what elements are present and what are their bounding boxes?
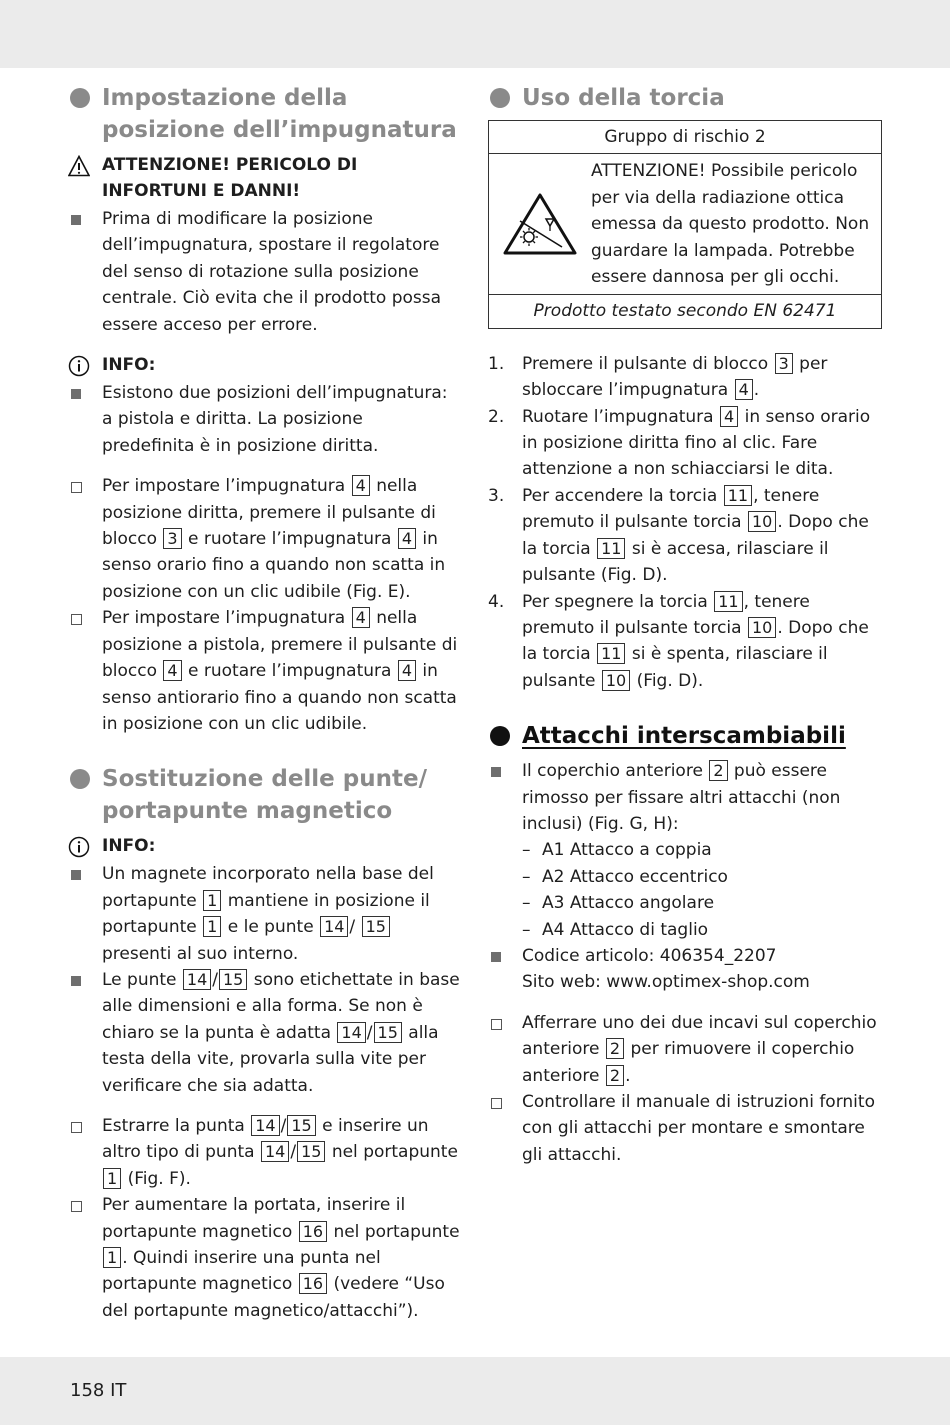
checkbox-bullet-icon — [71, 614, 82, 625]
checkbox-bullet-icon — [491, 1098, 502, 1109]
numbered-step: 1. Premere il pulsante di blocco 3 per sbloccare l’impugnatura 4 . — [488, 353, 828, 401]
warning-label: ATTENZIONE! PERICOLO DI INFORTUNI E DANNI! — [68, 152, 460, 204]
square-bullet-icon — [491, 767, 501, 777]
section-heading-bit-replacement: Sostituzione delle punte/ portapunte magnetico — [68, 763, 460, 827]
list-item: Le punte 14 / 15 sono etichettate in base alle dimensioni e alla forma. Se non è chiaro se la punta è adatta 14 / 15 alla testa della vite, provarla sulla vite per verificare che sia adatta. — [68, 967, 460, 1099]
list-item: Un magnete incorporato nella base del portapunte 1 mantiene in posizione il portapunte 1 e le punte 14 / 15 presenti al suo interno. — [68, 861, 460, 967]
part-ref: 1 — [203, 890, 221, 911]
bullet-dot-icon — [70, 88, 90, 108]
bottom-band — [0, 1357, 950, 1425]
part-ref: 4 — [163, 660, 181, 681]
list-item: Prima di modificare la posizione dell’impugnatura, spostare il regolatore del senso di rotazione sulla posizione centrale. Ciò evita che il prodotto possa essere acceso per errore. — [68, 206, 460, 338]
part-ref: 11 — [597, 643, 625, 664]
step-item: Per aumentare la portata, inserire il portapunte magnetico 16 nel portapunte 1 . Quindi inserire una punta nel portapunte magnetico 16 (vedere “Uso del portapunte magnetico/attacchi”). — [68, 1192, 460, 1324]
checkbox-bullet-icon — [71, 1122, 82, 1133]
info-label: INFO: — [68, 833, 460, 859]
part-ref: 15 — [219, 969, 247, 990]
checkbox-bullet-icon — [71, 482, 82, 493]
checkbox-bullet-icon — [491, 1019, 502, 1030]
info-circle-icon — [68, 836, 90, 858]
square-bullet-icon — [71, 976, 81, 986]
square-bullet-icon — [71, 215, 81, 225]
step-item: Estrarre la punta 14 / 15 e inserire un altro tipo di punta 14 / 15 nel portapunte 1 (Fig. F). — [68, 1113, 460, 1192]
website: Sito web: www.optimex-shop.com — [522, 972, 810, 993]
list-item — [488, 943, 884, 996]
part-ref: 2 — [606, 1038, 624, 1059]
part-ref: 14 — [251, 1115, 279, 1136]
square-bullet-icon — [71, 389, 81, 399]
part-ref: 2 — [709, 760, 727, 781]
step-item: Per impostare l’impugnatura 4 nella posizione a pistola, premere il pulsante di blocco 4 e ruotare l’impugnatura 4 in senso antiorario fino a quando non scatta in posizione con un clic udibile. — [68, 605, 460, 737]
step-item: Afferrare uno dei due incavi sul coperchio anteriore 2 per rimuovere il coperchio anteriore 2 . — [488, 1010, 884, 1089]
part-ref: 15 — [297, 1141, 325, 1162]
list-item: Esistono due posizioni dell’impugnatura: a pistola e diritta. La posizione predefinita è in posizione diritta. — [68, 380, 460, 459]
part-ref: 14 — [320, 916, 348, 937]
page-number: 158 IT — [70, 1380, 127, 1401]
part-ref: 4 — [352, 607, 370, 628]
bullet-dot-icon — [490, 726, 510, 746]
part-ref: 10 — [602, 670, 630, 691]
attachment-item: – A4 Attacco di taglio — [488, 917, 884, 943]
part-ref: 15 — [362, 916, 390, 937]
part-ref: 4 — [398, 660, 416, 681]
part-ref: 10 — [748, 511, 776, 532]
part-ref: 2 — [606, 1065, 624, 1086]
part-ref: 16 — [299, 1273, 327, 1294]
info-label: INFO: — [68, 352, 460, 378]
top-band — [0, 0, 950, 68]
step-item: Controllare il manuale di istruzioni fornito con gli attacchi per montare e smontare gli attacchi. — [488, 1089, 884, 1168]
numbered-step: 2. Ruotare l’impugnatura 4 in senso orario in posizione diritta fino al clic. Fare attenzione a non schiacciarsi le dita. — [488, 406, 871, 480]
warning-triangle-icon — [68, 155, 90, 177]
numbered-step: 3. Per accendere la torcia 11 , tenere premuto il pulsante torcia 10 . Dopo che la torcia 11 si è accesa, rilasciare il pulsante (Fig. D). — [488, 485, 869, 586]
risk-group-footer: Prodotto testato secondo EN 62471 — [489, 295, 882, 328]
part-ref: 4 — [352, 475, 370, 496]
info-circle-icon — [68, 355, 90, 377]
part-ref: 14 — [261, 1141, 289, 1162]
article-code: Codice articolo: 406354_2207 — [522, 945, 777, 966]
optical-radiation-warning-icon — [502, 191, 578, 257]
section-heading-attachments: Attacchi interscambiabili — [488, 720, 884, 752]
part-ref: 4 — [735, 379, 753, 400]
part-ref: 15 — [374, 1022, 402, 1043]
right-column — [488, 82, 884, 1168]
risk-group-body: ATTENZIONE! Possibile pericolo per via della radiazione ottica emessa da questo prodotto. Non guardare la lampada. Potrebbe essere dannosa per gli occhi. — [489, 154, 882, 295]
section-heading-flashlight: Uso della torcia — [488, 82, 884, 114]
part-ref: 4 — [398, 528, 416, 549]
numbered-step: 4. Per spegnere la torcia 11 , tenere premuto il pulsante torcia 10 . Dopo che la torcia 11 si è spenta, rilasciare il pulsante 10 (Fig. D). — [488, 591, 869, 691]
square-bullet-icon — [71, 870, 81, 880]
bullet-dot-icon — [70, 769, 90, 789]
part-ref: 14 — [183, 969, 211, 990]
section-heading-grip-position: Impostazione della posizione dell’impugnatura — [68, 82, 460, 146]
bullet-dot-icon — [490, 88, 510, 108]
attachment-item: – A1 Attacco a coppia — [488, 837, 884, 863]
attachment-item: – A2 Attacco eccentrico — [488, 864, 884, 890]
checkbox-bullet-icon — [71, 1201, 82, 1212]
part-ref: 3 — [163, 528, 181, 549]
risk-group-header: Gruppo di rischio 2 — [489, 121, 882, 154]
part-ref: 11 — [724, 485, 752, 506]
part-ref: 4 — [720, 406, 738, 427]
part-ref: 11 — [597, 538, 625, 559]
part-ref: 3 — [775, 353, 793, 374]
part-ref: 14 — [337, 1022, 365, 1043]
part-ref: 1 — [203, 916, 221, 937]
square-bullet-icon — [491, 952, 501, 962]
left-column — [68, 82, 460, 1324]
part-ref: 1 — [103, 1247, 121, 1268]
list-item: Il coperchio anteriore 2 può essere rimosso per fissare altri attacchi (non inclusi) (Fig. G, H): — [488, 758, 884, 837]
part-ref: 11 — [714, 591, 742, 612]
attachment-item: – A3 Attacco angolare — [488, 890, 884, 916]
risk-group-table — [488, 120, 882, 329]
part-ref: 15 — [287, 1115, 315, 1136]
part-ref: 16 — [299, 1221, 327, 1242]
part-ref: 1 — [103, 1168, 121, 1189]
part-ref: 10 — [748, 617, 776, 638]
step-item: Per impostare l’impugnatura 4 nella posizione diritta, premere il pulsante di blocco 3 e ruotare l’impugnatura 4 in senso orario fino a quando non scatta in posizione con un clic udibile (Fig. E). — [68, 473, 460, 605]
